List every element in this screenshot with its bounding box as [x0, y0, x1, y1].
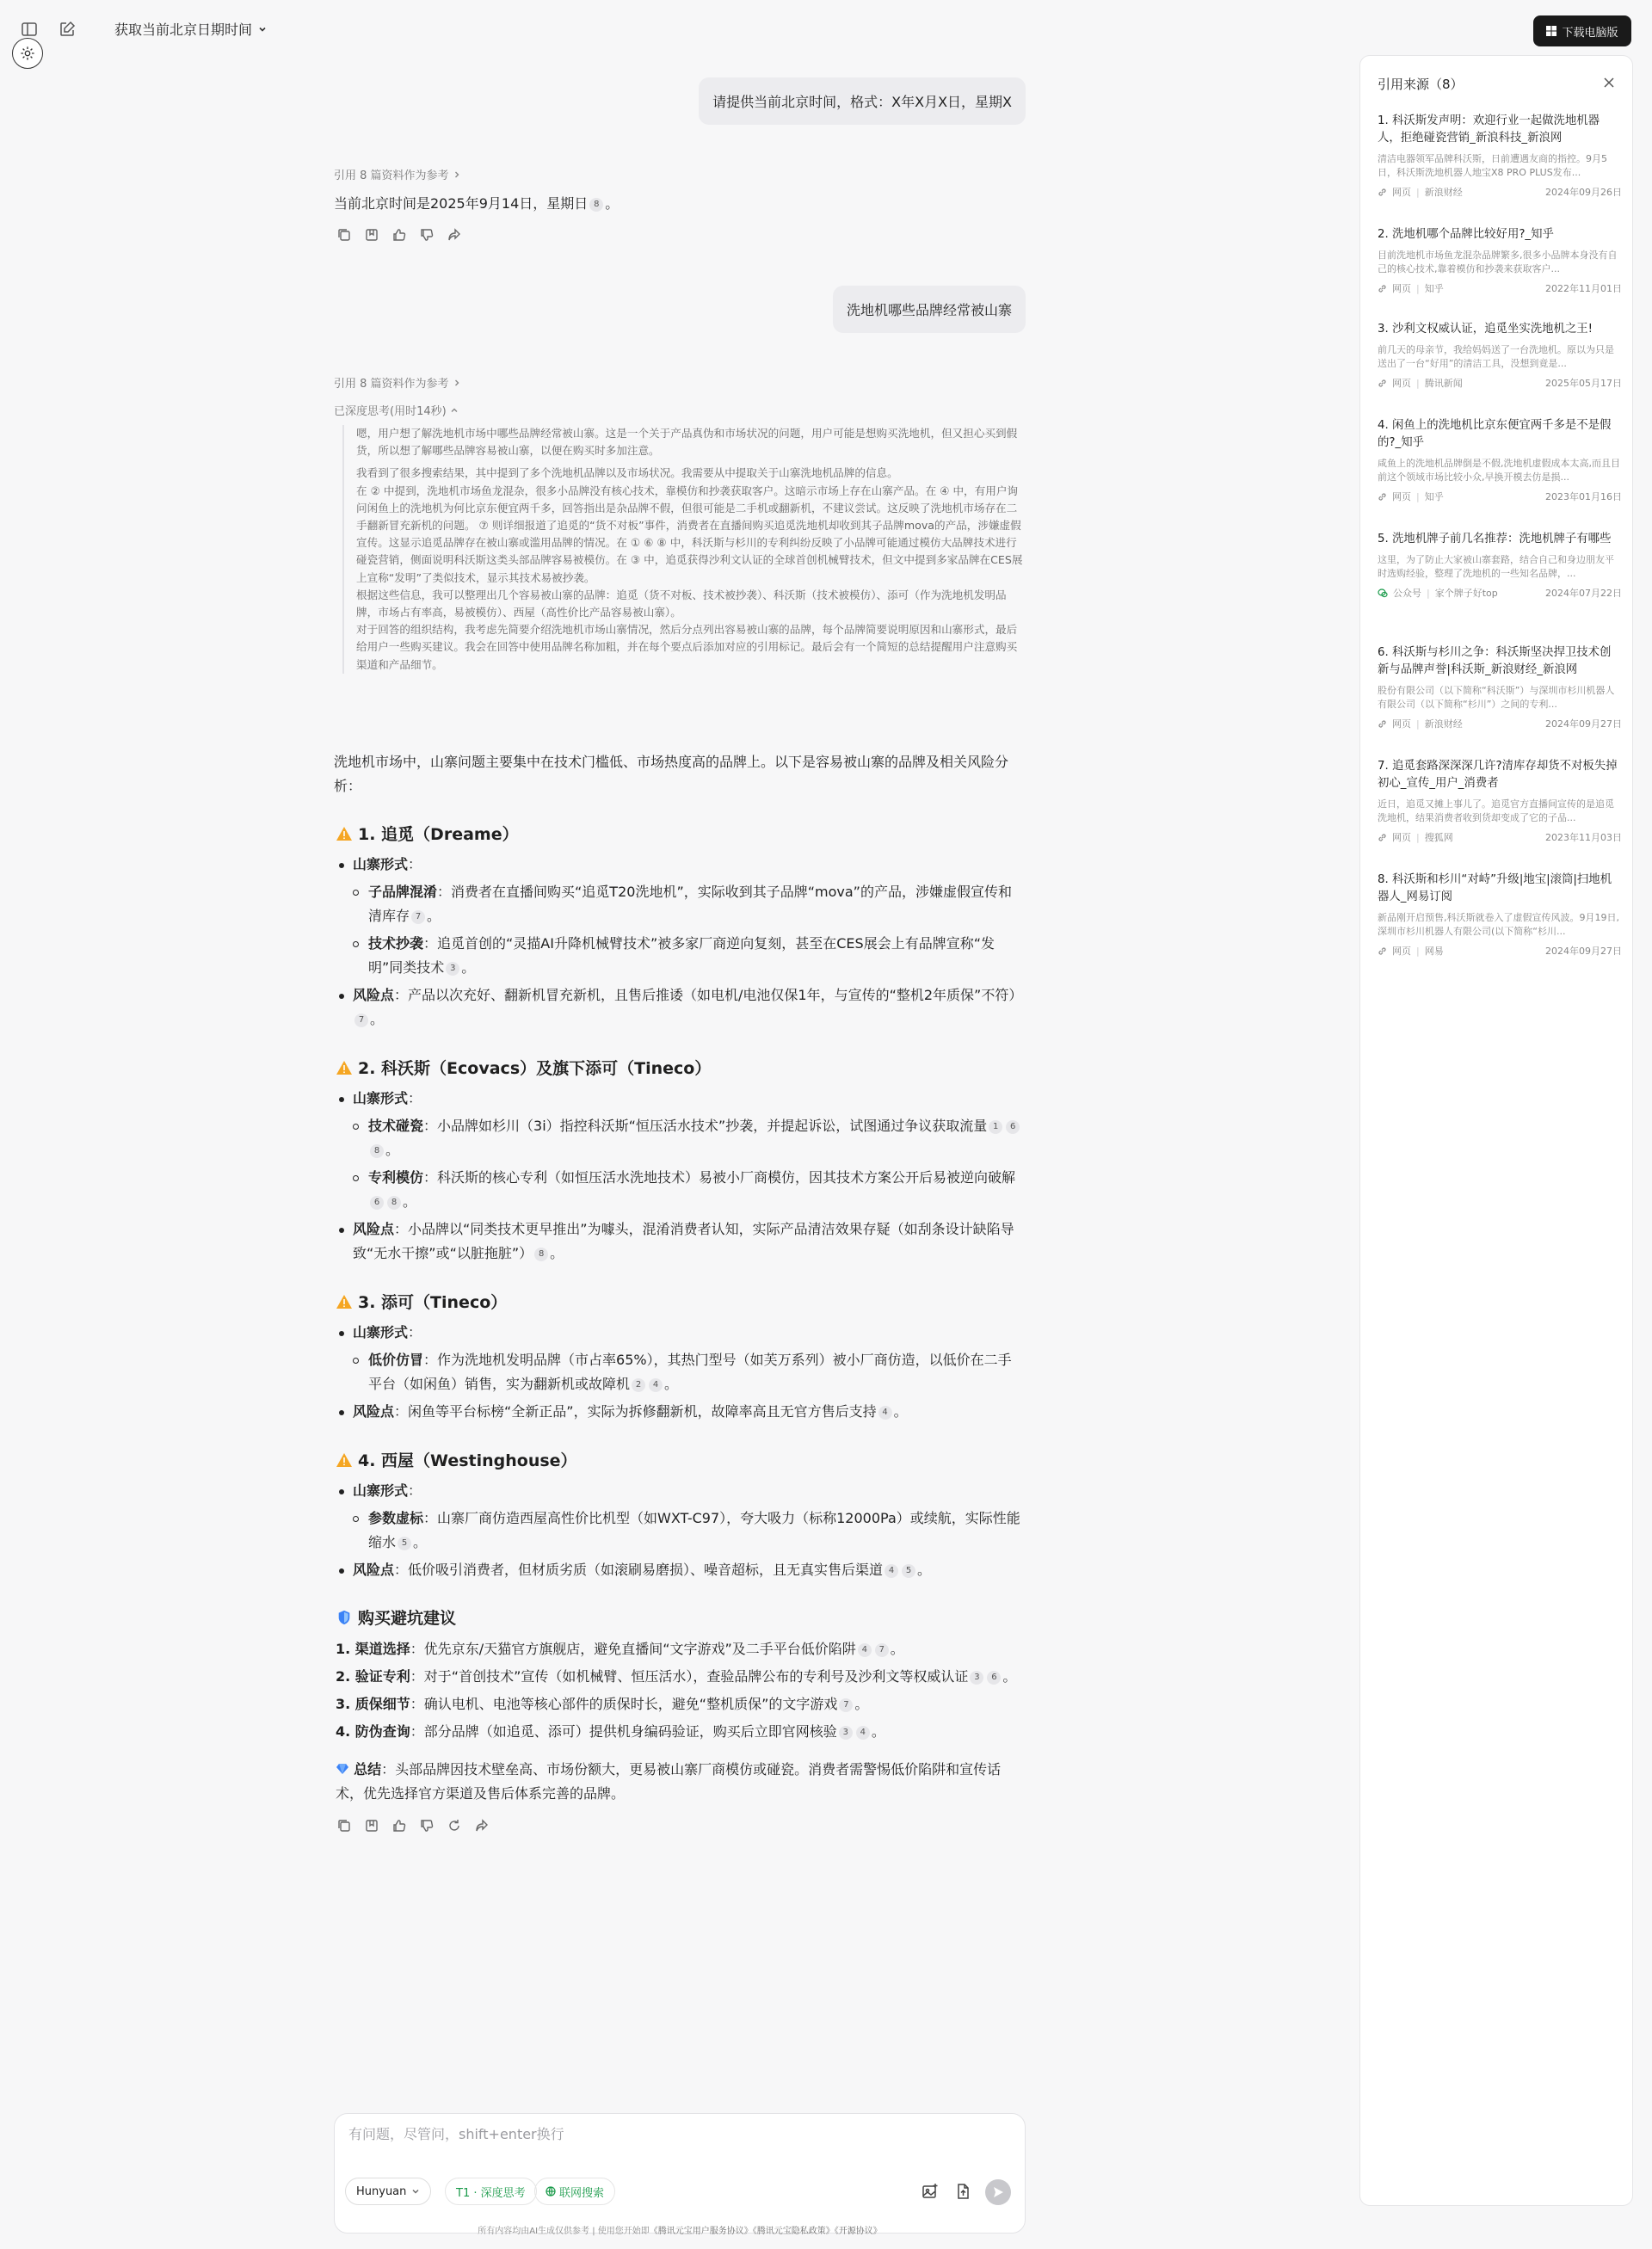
reference-snippet: 目前洗地机市场鱼龙混杂品牌繁多,很多小品牌本身没有自己的核心技术,靠着模仿和抄袭来获取客户...	[1378, 250, 1618, 274]
reference-title: 3. 沙利文权威认证，追觅坐实洗地机之王!	[1378, 323, 1593, 336]
warning-icon	[336, 826, 353, 841]
shanzhai-form-item: 山寨形式：	[353, 1479, 422, 1503]
sub-item: 参数虚标：山寨厂商仿造西屋高性价比机型（如WXT-C97），夸大吸力（标称12000Pa）或续航，实际性能缩水 5 。	[368, 1507, 1024, 1555]
reference-title: 8. 科沃斯和杉川“对峙”升级|地宝|滚筒|扫地机器人_网易订阅	[1378, 873, 1612, 903]
sub-item: 子品牌混淆：消费者在直播间购买“追觅T20洗地机”，实际收到其子品牌“mova”的产品，涉嫌虚假宣传和清库存 7 。	[368, 880, 1024, 928]
citation-badge[interactable]: 4	[885, 1564, 898, 1578]
citation-badge[interactable]: 7	[411, 910, 425, 924]
send-icon	[992, 2186, 1004, 2198]
advice-item: 2. 验证专利：对于“首创技术”宣传（如机械臂、恒压活水），查验品牌公布的专利号及沙利文等权威认证 3 6 。	[336, 1668, 1017, 1685]
sub-item: 技术碰瓷：小品牌如杉川（3i）指控科沃斯“恒压活水技术”抄袭，并提起诉讼，试图通过争议获取流量 1 68 。	[368, 1114, 1024, 1162]
risk-item: 风险点：低价吸引消费者，但材质劣质（如滚刷易磨损）、噪音超标，且无真实售后渠道 4 5 。	[353, 1558, 1024, 1582]
brand-title: 3. 添可（Tineco）	[358, 1293, 508, 1312]
model-select[interactable]	[345, 2178, 431, 2205]
reference-meta: 公众号 | 家个牌子好top 2024年07月22日	[1378, 586, 1622, 600]
thumbs-up-icon[interactable]	[391, 1817, 408, 1834]
reference-snippet: 清洁电器领军品牌科沃斯，日前遭遇友商的指控。9月5日，科沃斯洗地机器人地宝X8 PRO PLUS发布...	[1378, 153, 1607, 178]
citation-badge[interactable]: 8	[534, 1248, 548, 1261]
answer-actions-1	[336, 226, 463, 243]
link-icon	[1378, 188, 1387, 197]
chevron-right-icon	[453, 379, 461, 387]
chevron-up-icon	[450, 406, 459, 415]
citation-badge[interactable]: 6	[370, 1196, 384, 1210]
brand-heading-4	[336, 1448, 577, 1471]
reference-title: 4. 闲鱼上的洗地机比京东便宜两千多是不是假的?_知乎	[1378, 419, 1612, 449]
thinking-content	[342, 425, 1026, 674]
shanzhai-form-item: 山寨形式：	[353, 1087, 422, 1111]
thinking-paragraph: 我看到了很多搜索结果，其中提到了多个洗地机品牌以及市场状况。我需要从中提取关于山寨洗地机品牌的信息。	[356, 466, 898, 480]
sub-item: 专利模仿：科沃斯的核心专利（如恒压活水洗地技术）易被小厂商模仿，因其技术方案公开后易被逆向破解6 8 。	[368, 1166, 1024, 1214]
composer	[334, 2113, 1026, 2234]
references-label: 引用 8 篇资料作为参考	[334, 169, 449, 182]
assistant-answer-1: 当前北京时间是2025年9月14日，星期日 8 。	[334, 195, 620, 212]
citation-badge[interactable]: 4	[856, 1726, 870, 1740]
brand-title: 1. 追觅（Dreame）	[358, 825, 519, 844]
copy-icon[interactable]	[336, 226, 353, 243]
brand-heading-2	[336, 1056, 711, 1079]
sub-item: 低价仿冒：作为洗地机发明品牌（市占率65%），其热门型号（如芙万系列）被小厂商仿造，以低价在二手平台（如闲鱼）销售，实为翻新机或故障机 2 4 。	[368, 1348, 1024, 1396]
citation-badge[interactable]: 8	[370, 1144, 384, 1158]
citation-badge[interactable]: 5	[398, 1537, 411, 1550]
user-message-1: 请提供当前北京时间，格式：X年X月X日，星期X	[699, 77, 1026, 125]
shield-icon	[336, 1610, 353, 1625]
citation-badge[interactable]: 2	[632, 1378, 645, 1392]
thinking-paragraph: 对于回答的组织结构，我考虑先简要介绍洗地机市场山寨情况，然后分点列出容易被山寨的品牌，每个品牌简要说明原因和山寨形式，最后给用户一些购买建议。我会在回答中使用品牌名称加粗，并在每个要点后添加对应的引用标记。最后会有一个简短的总结提醒用户注意购买渠道和产品细节。	[356, 623, 1018, 671]
footer-disclaimer	[334, 2223, 1026, 2236]
thinking-paragraph: 嗯，用户想了解洗地机市场中哪些品牌经常被山寨。这是一个关于产品真伪和市场状况的问题，用户可能是想购买洗地机，但又担心买到假货，所以想了解哪些品牌容易被山寨，以便在购买时多加注意。	[356, 427, 1018, 458]
reference-meta: 网页 | 新浪财经 2024年09月27日	[1378, 717, 1622, 730]
reference-meta: 网页 | 知乎 2023年01月16日	[1378, 490, 1622, 503]
thumbs-up-icon[interactable]	[391, 226, 408, 243]
advice-item: 4. 防伪查询：部分品牌（如追觅、添可）提供机身编码验证，购买后立即官网核验 3 4 。	[336, 1723, 885, 1740]
shanzhai-form-item: 山寨形式：	[353, 853, 422, 877]
chevron-right-icon	[453, 170, 461, 179]
link-icon	[1378, 946, 1387, 956]
citation-badge[interactable]: 7	[839, 1698, 853, 1712]
citation-badge[interactable]: 1	[989, 1120, 1002, 1134]
sub-item: 技术抄袭：追觅首创的“灵描AI升降机械臂技术”被多家厂商逆向复刻，甚至在CES展会上有品牌宣称“发明”同类技术 3 。	[368, 932, 1024, 980]
chevron-down-icon	[411, 2187, 420, 2196]
download-label: 下载电脑版	[1562, 26, 1618, 40]
advice-item: 1. 渠道选择：优先京东/天猫官方旗舰店，避免直播间“文字游戏”及二手平台低价陷阱 4 7 。	[336, 1641, 904, 1657]
answer-actions-2	[336, 1817, 490, 1834]
reference-snippet: 新品刚开启预售,科沃斯就卷入了虚假宣传风波。9月19日,深圳市杉川机器人有限公司(以下简称“杉川...	[1378, 912, 1619, 937]
reference-title: 5. 洗地机牌子前几名推荐：洗地机牌子有哪些	[1378, 533, 1612, 545]
thumbs-down-icon[interactable]	[418, 226, 435, 243]
share-icon[interactable]	[473, 1817, 490, 1834]
reference-title: 2. 洗地机哪个品牌比较好用?_知乎	[1378, 228, 1554, 241]
reference-meta: 网页 | 网易 2024年09月27日	[1378, 944, 1622, 958]
wechat-icon	[1378, 588, 1388, 598]
answer-intro: 洗地机市场中，山寨问题主要集中在技术门槛低、市场热度高的品牌上。以下是容易被山寨的品牌及相关风险分析：	[334, 754, 1009, 794]
reference-snippet: 咸鱼上的洗地机品牌倒是不假,洗地机虚假成本太高,而且目前这个领域市场比较小众,早换开模去仿是损...	[1378, 458, 1620, 483]
citation-badge[interactable]: 3	[839, 1726, 853, 1740]
citation-badge[interactable]: 8	[589, 198, 603, 212]
policy-links[interactable]: 《腾讯元宝用户服务协议》《腾讯元宝隐私政策》《开源协议》	[649, 2227, 882, 2236]
share-icon[interactable]	[446, 226, 463, 243]
risk-item: 风险点：闲鱼等平台标榜“全新正品”，实际为拆修翻新机，故障率高且无官方售后支持 4 。	[353, 1400, 1024, 1424]
citation-badge[interactable]: 6	[1006, 1120, 1020, 1134]
reference-card[interactable]	[1378, 531, 1622, 600]
chat-title-dropdown[interactable]	[114, 19, 268, 39]
advice-title: 购买避坑建议	[358, 1609, 457, 1628]
bookmark-icon[interactable]	[363, 226, 380, 243]
download-desktop-button[interactable]	[1533, 15, 1631, 46]
link-icon	[1378, 719, 1387, 729]
references-panel	[1359, 55, 1633, 2206]
reference-card[interactable]	[1378, 644, 1622, 730]
citation-badge[interactable]: 3	[446, 962, 459, 976]
reference-snippet: 近日，追觅又摊上事儿了。追觅官方直播间宣传的是追觅洗地机，结果消费者收到货却变成了它的子品...	[1378, 798, 1614, 823]
regenerate-icon[interactable]	[446, 1817, 463, 1834]
link-icon	[1378, 833, 1387, 842]
web-search-label: 联网搜索	[559, 2186, 605, 2200]
reference-snippet: 这里，为了防止大家被山寨套路，结合自己和身边朋友平时选购经验，整理了洗地机的一些知名品牌，...	[1378, 554, 1614, 579]
windows-icon	[1546, 26, 1556, 36]
reference-card[interactable]	[1378, 758, 1622, 844]
citation-badge[interactable]: 6	[987, 1671, 1001, 1685]
model-name: Hunyuan	[356, 2184, 407, 2198]
user-message-2: 洗地机哪些品牌经常被山寨	[833, 286, 1026, 333]
shanzhai-form-item: 山寨形式：	[353, 1321, 422, 1345]
thumbs-down-icon[interactable]	[418, 1817, 435, 1834]
reference-meta: 网页 | 腾讯新闻 2025年05月17日	[1378, 376, 1622, 390]
send-button[interactable]	[985, 2179, 1011, 2205]
link-icon	[1378, 284, 1387, 293]
bookmark-icon[interactable]	[363, 1817, 380, 1834]
reference-snippet: 前几天的母亲节，我给妈妈送了一台洗地机。原以为只是送出了一台“好用”的清洁工具，没想到竟是...	[1378, 344, 1614, 369]
warning-icon	[336, 1060, 353, 1075]
reference-meta: 网页 | 新浪财经 2024年09月26日	[1378, 185, 1622, 199]
link-icon	[1378, 492, 1387, 502]
globe-icon	[546, 2186, 556, 2197]
reference-card[interactable]	[1378, 872, 1622, 958]
summary: 总结：头部品牌因技术壁垒高、市场份额大，更易被山寨厂商模仿或碰瓷。消费者需警惕低价陷阱和宣传话术，优先选择官方渠道及售后体系完善的品牌。	[336, 1761, 1002, 1802]
references-toggle-1[interactable]	[334, 166, 461, 182]
references-label: 引用 8 篇资料作为参考	[334, 378, 449, 391]
deep-think-toggle[interactable]	[445, 2178, 537, 2205]
web-search-toggle[interactable]	[534, 2178, 615, 2205]
disclaimer-text: 所有内容均由AI生成仅供参考 | 使用您开始即	[478, 2227, 650, 2236]
citation-badge[interactable]: 5	[902, 1564, 915, 1578]
chat-title: 获取当前北京日期时间	[114, 22, 253, 38]
citation-badge[interactable]: 4	[878, 1406, 892, 1420]
thinking-paragraph: 在 ② 中提到，洗地机市场鱼龙混杂，很多小品牌没有核心技术，靠模仿和抄袭获取客户。这暗示市场上存在山寨产品。在 ④ 中，有用户询问闲鱼上的洗地机为何比京东便宜两千多，回答指出是杂品牌不假，但很可能是二手机或翻新机，不建议尝试。这反映了洗地机市场存在二手翻新冒充新机的问题。 ⑦ 则详细报道了追觅的“货不对板”事件，消费者在直播间购买追觅洗地机却收到其子品牌mova的产品，涉嫌虚假宣传。这显示追觅品牌存在被山寨或滥用品牌的情况。在 ① ⑥ ⑧ 中，科沃斯与杉川的专利纠纷反映了小品牌可能通过模仿大品牌技术进行碰瓷营销，侧面说明科沃斯这类头部品牌容易被模仿。在 ③ 中，追觅获得沙利文认证的全球首创机械臂技术，但文中提到多家品牌在CES展上宣称“发明”了类似技术，显示其技术易被抄袭。	[356, 484, 1023, 584]
warning-icon	[336, 1294, 353, 1309]
warning-icon	[336, 1452, 353, 1468]
close-icon[interactable]	[1600, 73, 1618, 92]
deep-think-label: T1 · 深度思考	[456, 2186, 526, 2200]
references-title: 引用来源（8）	[1378, 77, 1464, 92]
chevron-down-icon	[257, 24, 268, 34]
citation-badge[interactable]: 4	[649, 1378, 663, 1392]
settings-gear-icon[interactable]	[12, 38, 43, 69]
reference-title: 7. 追觅套路深深深几许?清库存却货不对板失掉初心_宣传_用户_消费者	[1378, 760, 1618, 790]
answer-text: 当前北京时间是2025年9月14日，星期日	[334, 195, 589, 212]
risk-item: 风险点：小品牌以“同类技术更早推出”为噱头，混淆消费者认知，实际产品清洁效果存疑（如刮条设计缺陷导致“无水干擦”或“以脏拖脏”） 8 。	[353, 1217, 1024, 1266]
advice-item: 3. 质保细节：确认电机、电池等核心部件的质保时长，避免“整机质保”的文字游戏 7 。	[336, 1696, 869, 1712]
thinking-label: 已深度思考(用时14秒)	[334, 405, 447, 418]
file-upload-icon[interactable]	[952, 2181, 973, 2202]
image-upload-icon[interactable]	[920, 2181, 940, 2202]
reference-card[interactable]	[1378, 113, 1622, 199]
message-input[interactable]	[348, 2126, 1002, 2142]
new-chat-icon[interactable]	[55, 17, 79, 41]
link-icon	[1378, 379, 1387, 388]
reference-meta: 网页 | 知乎 2022年11月01日	[1378, 281, 1622, 295]
citation-badge[interactable]: 7	[354, 1014, 368, 1027]
reference-title: 1. 科沃斯发声明：欢迎行业一起做洗地机器人，拒绝碰瓷营销_新浪科技_新浪网	[1378, 114, 1600, 145]
reference-meta: 网页 | 搜狐网 2023年11月03日	[1378, 830, 1622, 844]
references-toggle-2[interactable]	[334, 374, 461, 391]
reference-card[interactable]	[1378, 417, 1622, 503]
thinking-paragraph: 根据这些信息，我可以整理出几个容易被山寨的品牌：追觅（货不对板、技术被抄袭）、科沃斯（技术被模仿）、添可（作为洗地机发明品牌，市场占有率高，易被模仿）、西屋（高性价比产品容易被山寨）。	[356, 588, 1007, 619]
copy-icon[interactable]	[336, 1817, 353, 1834]
advice-heading	[336, 1605, 456, 1629]
citation-badge[interactable]: 7	[875, 1643, 889, 1657]
reference-title: 6. 科沃斯与杉川之争：科沃斯坚决捍卫技术创新与品牌声誉|科沃斯_新浪财经_新浪网	[1378, 646, 1612, 676]
brand-title: 2. 科沃斯（Ecovacs）及旗下添可（Tineco）	[358, 1059, 712, 1078]
citation-badge[interactable]: 3	[970, 1671, 983, 1685]
reference-snippet: 股份有限公司（以下简称“科沃斯”）与深圳市杉川机器人有限公司（以下简称“杉川”）之间的专利...	[1378, 685, 1615, 710]
top-bar	[0, 0, 1652, 60]
brand-heading-1	[336, 822, 519, 845]
risk-item: 风险点：产品以次充好、翻新机冒充新机，且售后推诿（如电机/电池仅保1年，与宣传的“整机2年质保”不符）7 。	[353, 983, 1024, 1032]
reference-card[interactable]	[1378, 226, 1622, 295]
reference-card[interactable]	[1378, 321, 1622, 390]
citation-badge[interactable]: 4	[858, 1643, 872, 1657]
diamond-icon	[336, 1763, 349, 1775]
citation-badge[interactable]: 8	[387, 1196, 401, 1210]
thinking-toggle[interactable]	[334, 402, 459, 418]
brand-title: 4. 西屋（Westinghouse）	[358, 1451, 577, 1470]
brand-heading-3	[336, 1290, 507, 1313]
